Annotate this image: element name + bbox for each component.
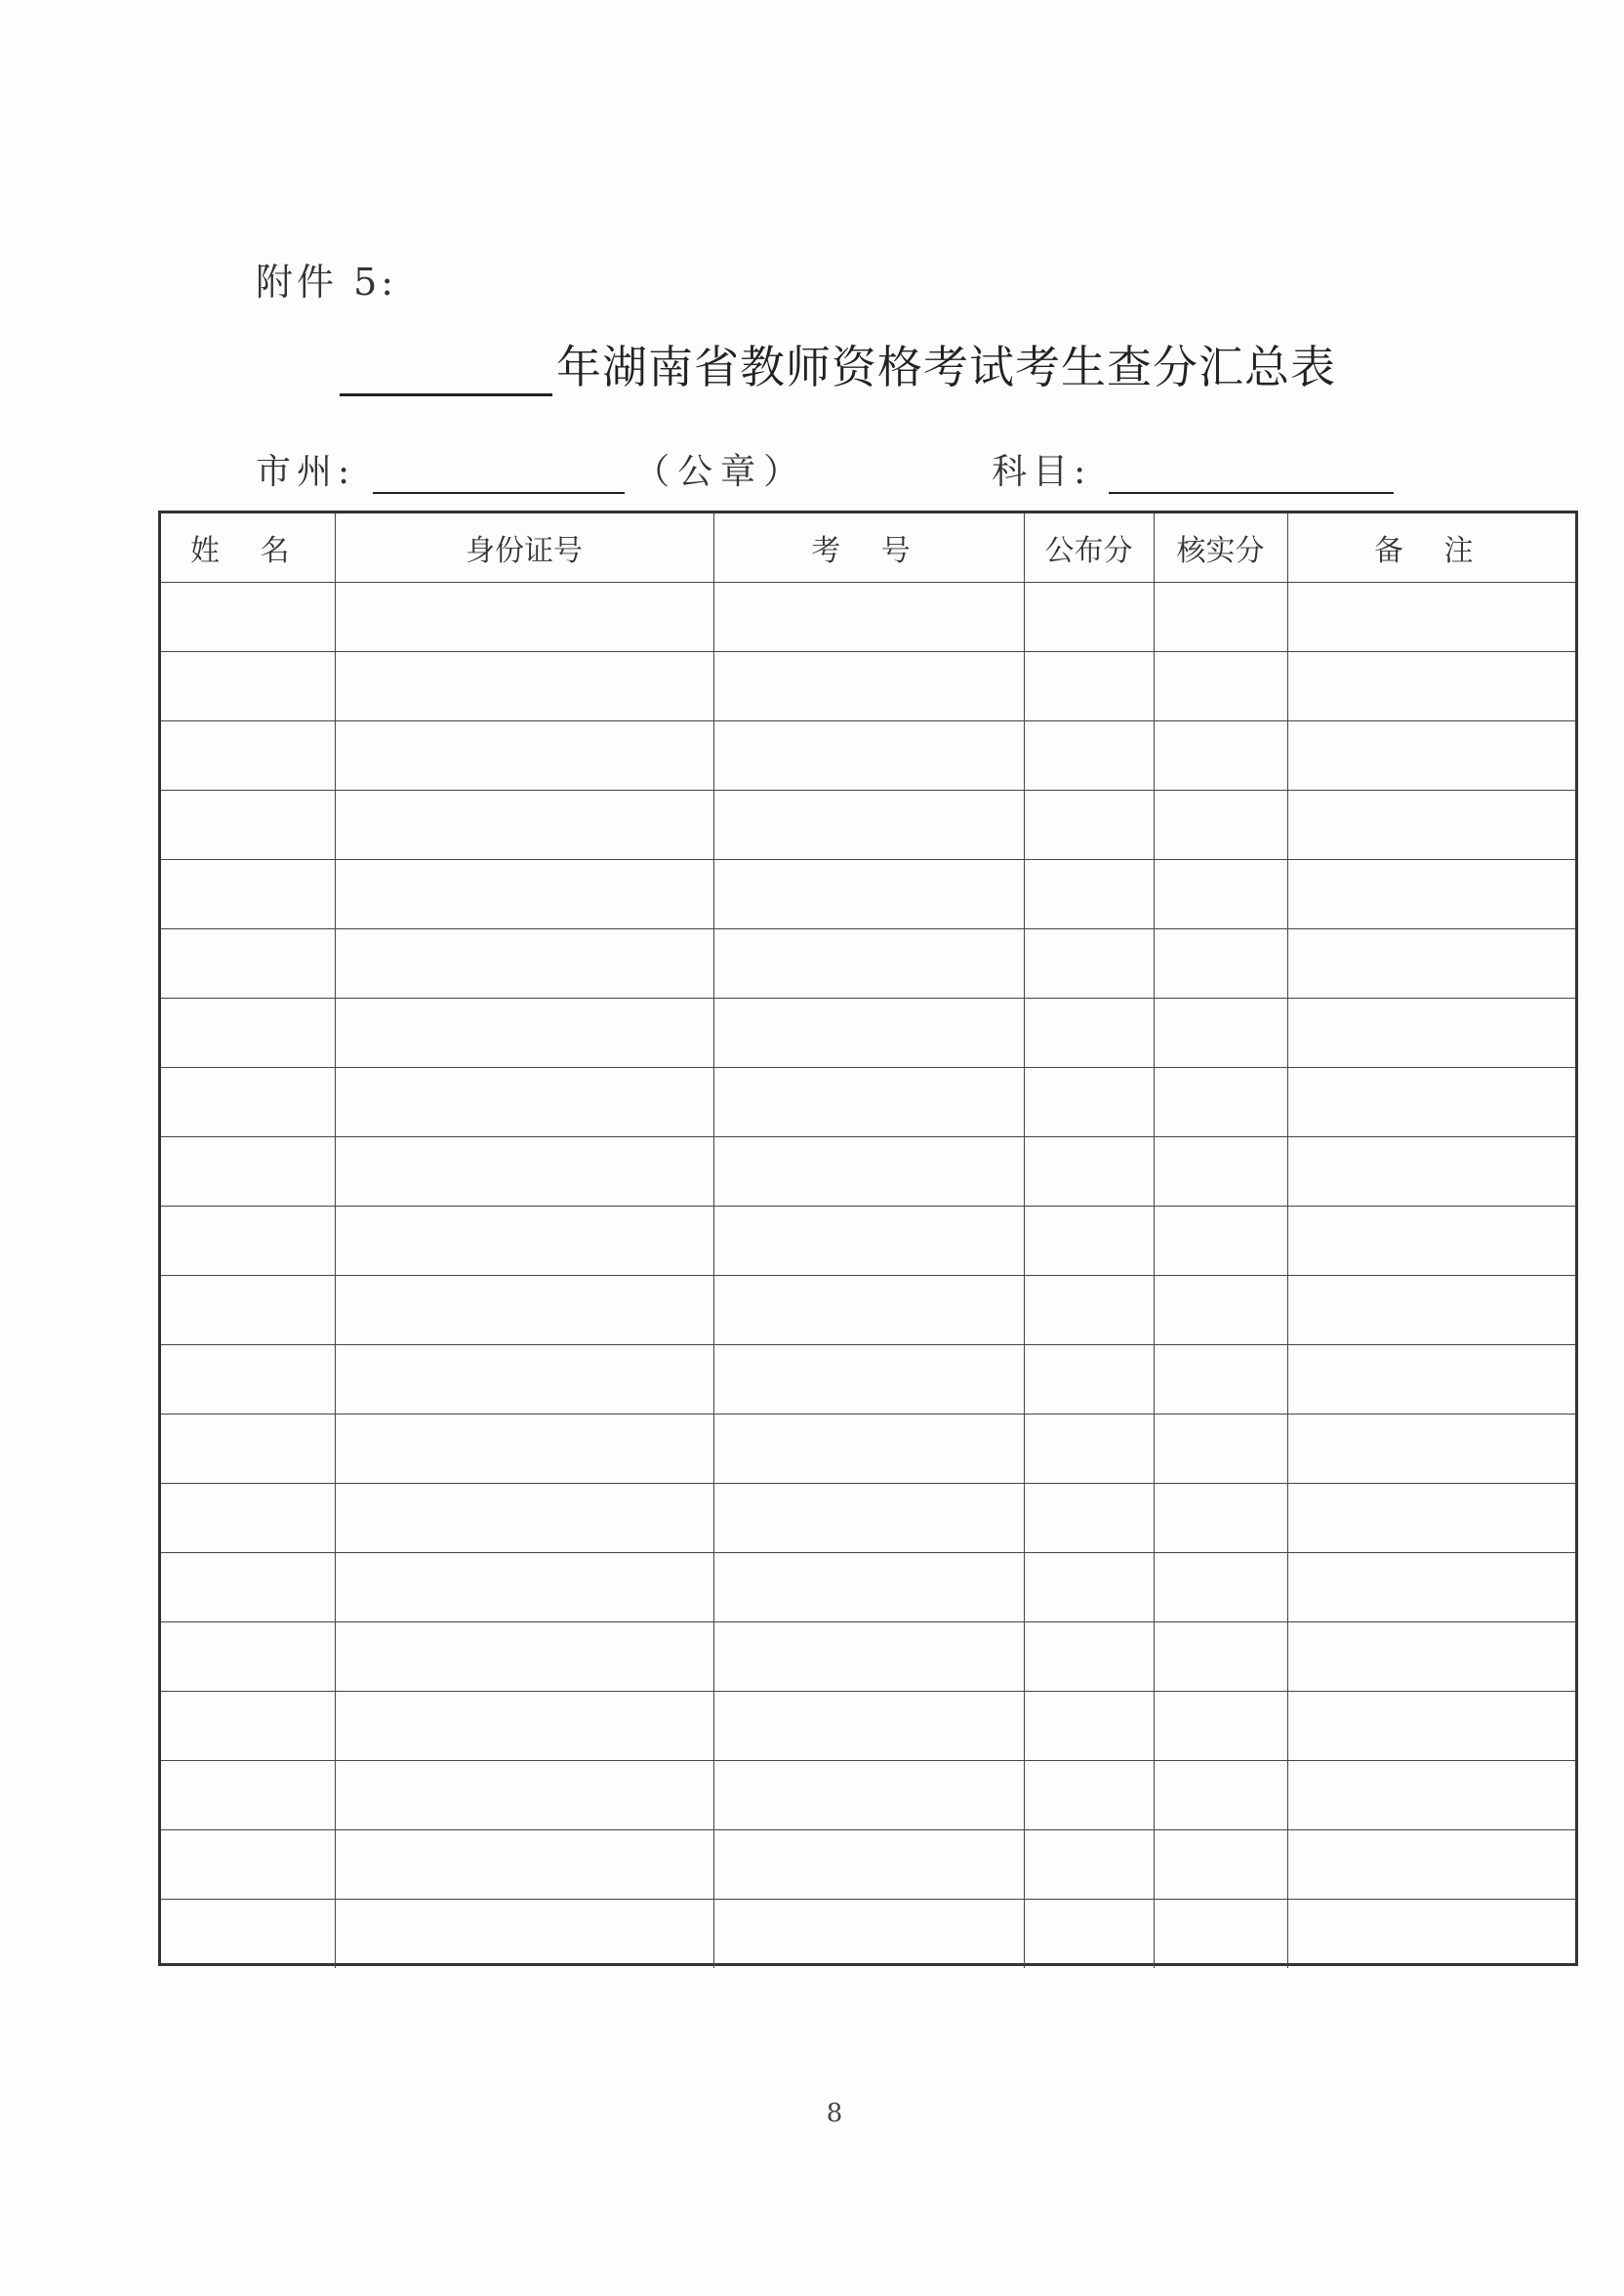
published-score-cell — [1024, 1830, 1154, 1900]
exam-number-cell — [713, 1276, 1024, 1345]
title-row — [340, 328, 1336, 396]
table-row — [161, 929, 1575, 999]
exam-number-cell — [713, 1830, 1024, 1900]
name-cell — [161, 1345, 335, 1414]
exam-number-cell — [713, 1761, 1024, 1830]
table-row — [161, 1414, 1575, 1484]
name-cell — [161, 1900, 335, 1969]
published-score-cell — [1024, 1761, 1154, 1830]
name-cell — [161, 1276, 335, 1345]
published-score-cell — [1024, 1622, 1154, 1692]
score-summary-table — [161, 513, 1575, 1968]
verified-score-cell — [1154, 1068, 1287, 1137]
exam-number-cell — [713, 1553, 1024, 1622]
meta-row — [256, 445, 1394, 494]
name-cell — [161, 1553, 335, 1622]
name-cell — [161, 1622, 335, 1692]
exam-number-cell — [713, 1207, 1024, 1276]
exam-number-cell — [713, 583, 1024, 652]
name-cell — [161, 1414, 335, 1484]
verified-score-cell — [1154, 1622, 1287, 1692]
id-number-cell — [335, 721, 713, 791]
published-score-cell — [1024, 1137, 1154, 1207]
name-cell — [161, 1830, 335, 1900]
verified-score-cell — [1154, 1207, 1287, 1276]
table-row — [161, 1692, 1575, 1761]
id-number-cell — [335, 1207, 713, 1276]
city-blank-line — [373, 453, 625, 494]
exam-number-cell — [713, 1484, 1024, 1553]
id-number-cell — [335, 1692, 713, 1761]
published-score-cell — [1024, 1414, 1154, 1484]
column-header-exam-number: 考 号 — [713, 513, 1024, 583]
verified-score-cell — [1154, 1484, 1287, 1553]
column-header-verified-score: 核实分 — [1154, 513, 1287, 583]
name-cell — [161, 1761, 335, 1830]
remarks-cell — [1287, 1622, 1575, 1692]
published-score-cell — [1024, 999, 1154, 1068]
verified-score-cell — [1154, 1414, 1287, 1484]
id-number-cell — [335, 1830, 713, 1900]
id-number-cell — [335, 860, 713, 929]
remarks-cell — [1287, 999, 1575, 1068]
exam-number-cell — [713, 1414, 1024, 1484]
published-score-cell — [1024, 1068, 1154, 1137]
published-score-cell — [1024, 929, 1154, 999]
name-cell — [161, 860, 335, 929]
id-number-cell — [335, 1761, 713, 1830]
verified-score-cell — [1154, 860, 1287, 929]
id-number-cell — [335, 1484, 713, 1553]
name-cell — [161, 652, 335, 721]
exam-number-cell — [713, 1622, 1024, 1692]
exam-number-cell — [713, 791, 1024, 860]
id-number-cell — [335, 791, 713, 860]
verified-score-cell — [1154, 1830, 1287, 1900]
published-score-cell — [1024, 1276, 1154, 1345]
name-cell — [161, 1137, 335, 1207]
name-cell — [161, 1068, 335, 1137]
table-body — [161, 583, 1575, 1969]
name-cell — [161, 999, 335, 1068]
subject-label: 科目: — [992, 452, 1092, 492]
remarks-cell — [1287, 1276, 1575, 1345]
id-number-cell — [335, 1622, 713, 1692]
city-label: 市州: — [256, 452, 356, 492]
table-row — [161, 1553, 1575, 1622]
remarks-cell — [1287, 860, 1575, 929]
name-cell — [161, 1692, 335, 1761]
table-row — [161, 1900, 1575, 1969]
published-score-cell — [1024, 583, 1154, 652]
column-header-name: 姓 名 — [161, 513, 335, 583]
published-score-cell — [1024, 1692, 1154, 1761]
remarks-cell — [1287, 1692, 1575, 1761]
table-row — [161, 1068, 1575, 1137]
attachment-label: 附件 5: — [256, 261, 398, 304]
column-header-id-number: 身份证号 — [335, 513, 713, 583]
name-cell — [161, 583, 335, 652]
name-cell — [161, 791, 335, 860]
table-row — [161, 721, 1575, 791]
id-number-cell — [335, 1414, 713, 1484]
verified-score-cell — [1154, 929, 1287, 999]
remarks-cell — [1287, 1761, 1575, 1830]
verified-score-cell — [1154, 1761, 1287, 1830]
table-row — [161, 1622, 1575, 1692]
published-score-cell — [1024, 1900, 1154, 1969]
exam-number-cell — [713, 652, 1024, 721]
verified-score-cell — [1154, 999, 1287, 1068]
verified-score-cell — [1154, 1692, 1287, 1761]
published-score-cell — [1024, 1207, 1154, 1276]
score-summary-table-frame — [158, 511, 1578, 1966]
verified-score-cell — [1154, 583, 1287, 652]
id-number-cell — [335, 1276, 713, 1345]
remarks-cell — [1287, 1484, 1575, 1553]
table-row — [161, 583, 1575, 652]
id-number-cell — [335, 1553, 713, 1622]
id-number-cell — [335, 1900, 713, 1969]
remarks-cell — [1287, 1553, 1575, 1622]
remarks-cell — [1287, 1900, 1575, 1969]
verified-score-cell — [1154, 1345, 1287, 1414]
verified-score-cell — [1154, 652, 1287, 721]
name-cell — [161, 929, 335, 999]
exam-number-cell — [713, 860, 1024, 929]
table-row — [161, 1345, 1575, 1414]
id-number-cell — [335, 1137, 713, 1207]
column-header-published-score: 公布分 — [1024, 513, 1154, 583]
exam-number-cell — [713, 999, 1024, 1068]
remarks-cell — [1287, 791, 1575, 860]
column-header-remarks: 备 注 — [1287, 513, 1575, 583]
remarks-cell — [1287, 583, 1575, 652]
exam-number-cell — [713, 1692, 1024, 1761]
published-score-cell — [1024, 1484, 1154, 1553]
id-number-cell — [335, 652, 713, 721]
name-cell — [161, 721, 335, 791]
published-score-cell — [1024, 652, 1154, 721]
remarks-cell — [1287, 721, 1575, 791]
table-row — [161, 1207, 1575, 1276]
table-row — [161, 1761, 1575, 1830]
table-row — [161, 1276, 1575, 1345]
subject-blank-line — [1109, 453, 1394, 494]
published-score-cell — [1024, 1345, 1154, 1414]
name-cell — [161, 1484, 335, 1553]
verified-score-cell — [1154, 1276, 1287, 1345]
id-number-cell — [335, 929, 713, 999]
remarks-cell — [1287, 1207, 1575, 1276]
name-cell — [161, 1207, 335, 1276]
table-row — [161, 999, 1575, 1068]
remarks-cell — [1287, 1830, 1575, 1900]
remarks-cell — [1287, 1345, 1575, 1414]
exam-number-cell — [713, 1345, 1024, 1414]
table-row — [161, 1484, 1575, 1553]
page-number: 8 — [826, 2099, 843, 2128]
exam-number-cell — [713, 1137, 1024, 1207]
page-title: 年湖南省教师资格考试考生查分汇总表 — [556, 341, 1336, 393]
year-blank-line — [340, 339, 552, 396]
exam-number-cell — [713, 929, 1024, 999]
table-row — [161, 652, 1575, 721]
remarks-cell — [1287, 652, 1575, 721]
seal-label: （公章） — [634, 452, 807, 492]
id-number-cell — [335, 1068, 713, 1137]
published-score-cell — [1024, 1553, 1154, 1622]
published-score-cell — [1024, 721, 1154, 791]
published-score-cell — [1024, 860, 1154, 929]
id-number-cell — [335, 583, 713, 652]
exam-number-cell — [713, 1068, 1024, 1137]
table-row — [161, 1137, 1575, 1207]
remarks-cell — [1287, 1414, 1575, 1484]
id-number-cell — [335, 1345, 713, 1414]
verified-score-cell — [1154, 791, 1287, 860]
verified-score-cell — [1154, 1137, 1287, 1207]
exam-number-cell — [713, 721, 1024, 791]
table-row — [161, 1830, 1575, 1900]
table-row — [161, 860, 1575, 929]
published-score-cell — [1024, 791, 1154, 860]
verified-score-cell — [1154, 1553, 1287, 1622]
table-row — [161, 791, 1575, 860]
remarks-cell — [1287, 1068, 1575, 1137]
verified-score-cell — [1154, 1900, 1287, 1969]
exam-number-cell — [713, 1900, 1024, 1969]
id-number-cell — [335, 999, 713, 1068]
remarks-cell — [1287, 929, 1575, 999]
verified-score-cell — [1154, 721, 1287, 791]
table-header-row — [161, 513, 1575, 583]
remarks-cell — [1287, 1137, 1575, 1207]
